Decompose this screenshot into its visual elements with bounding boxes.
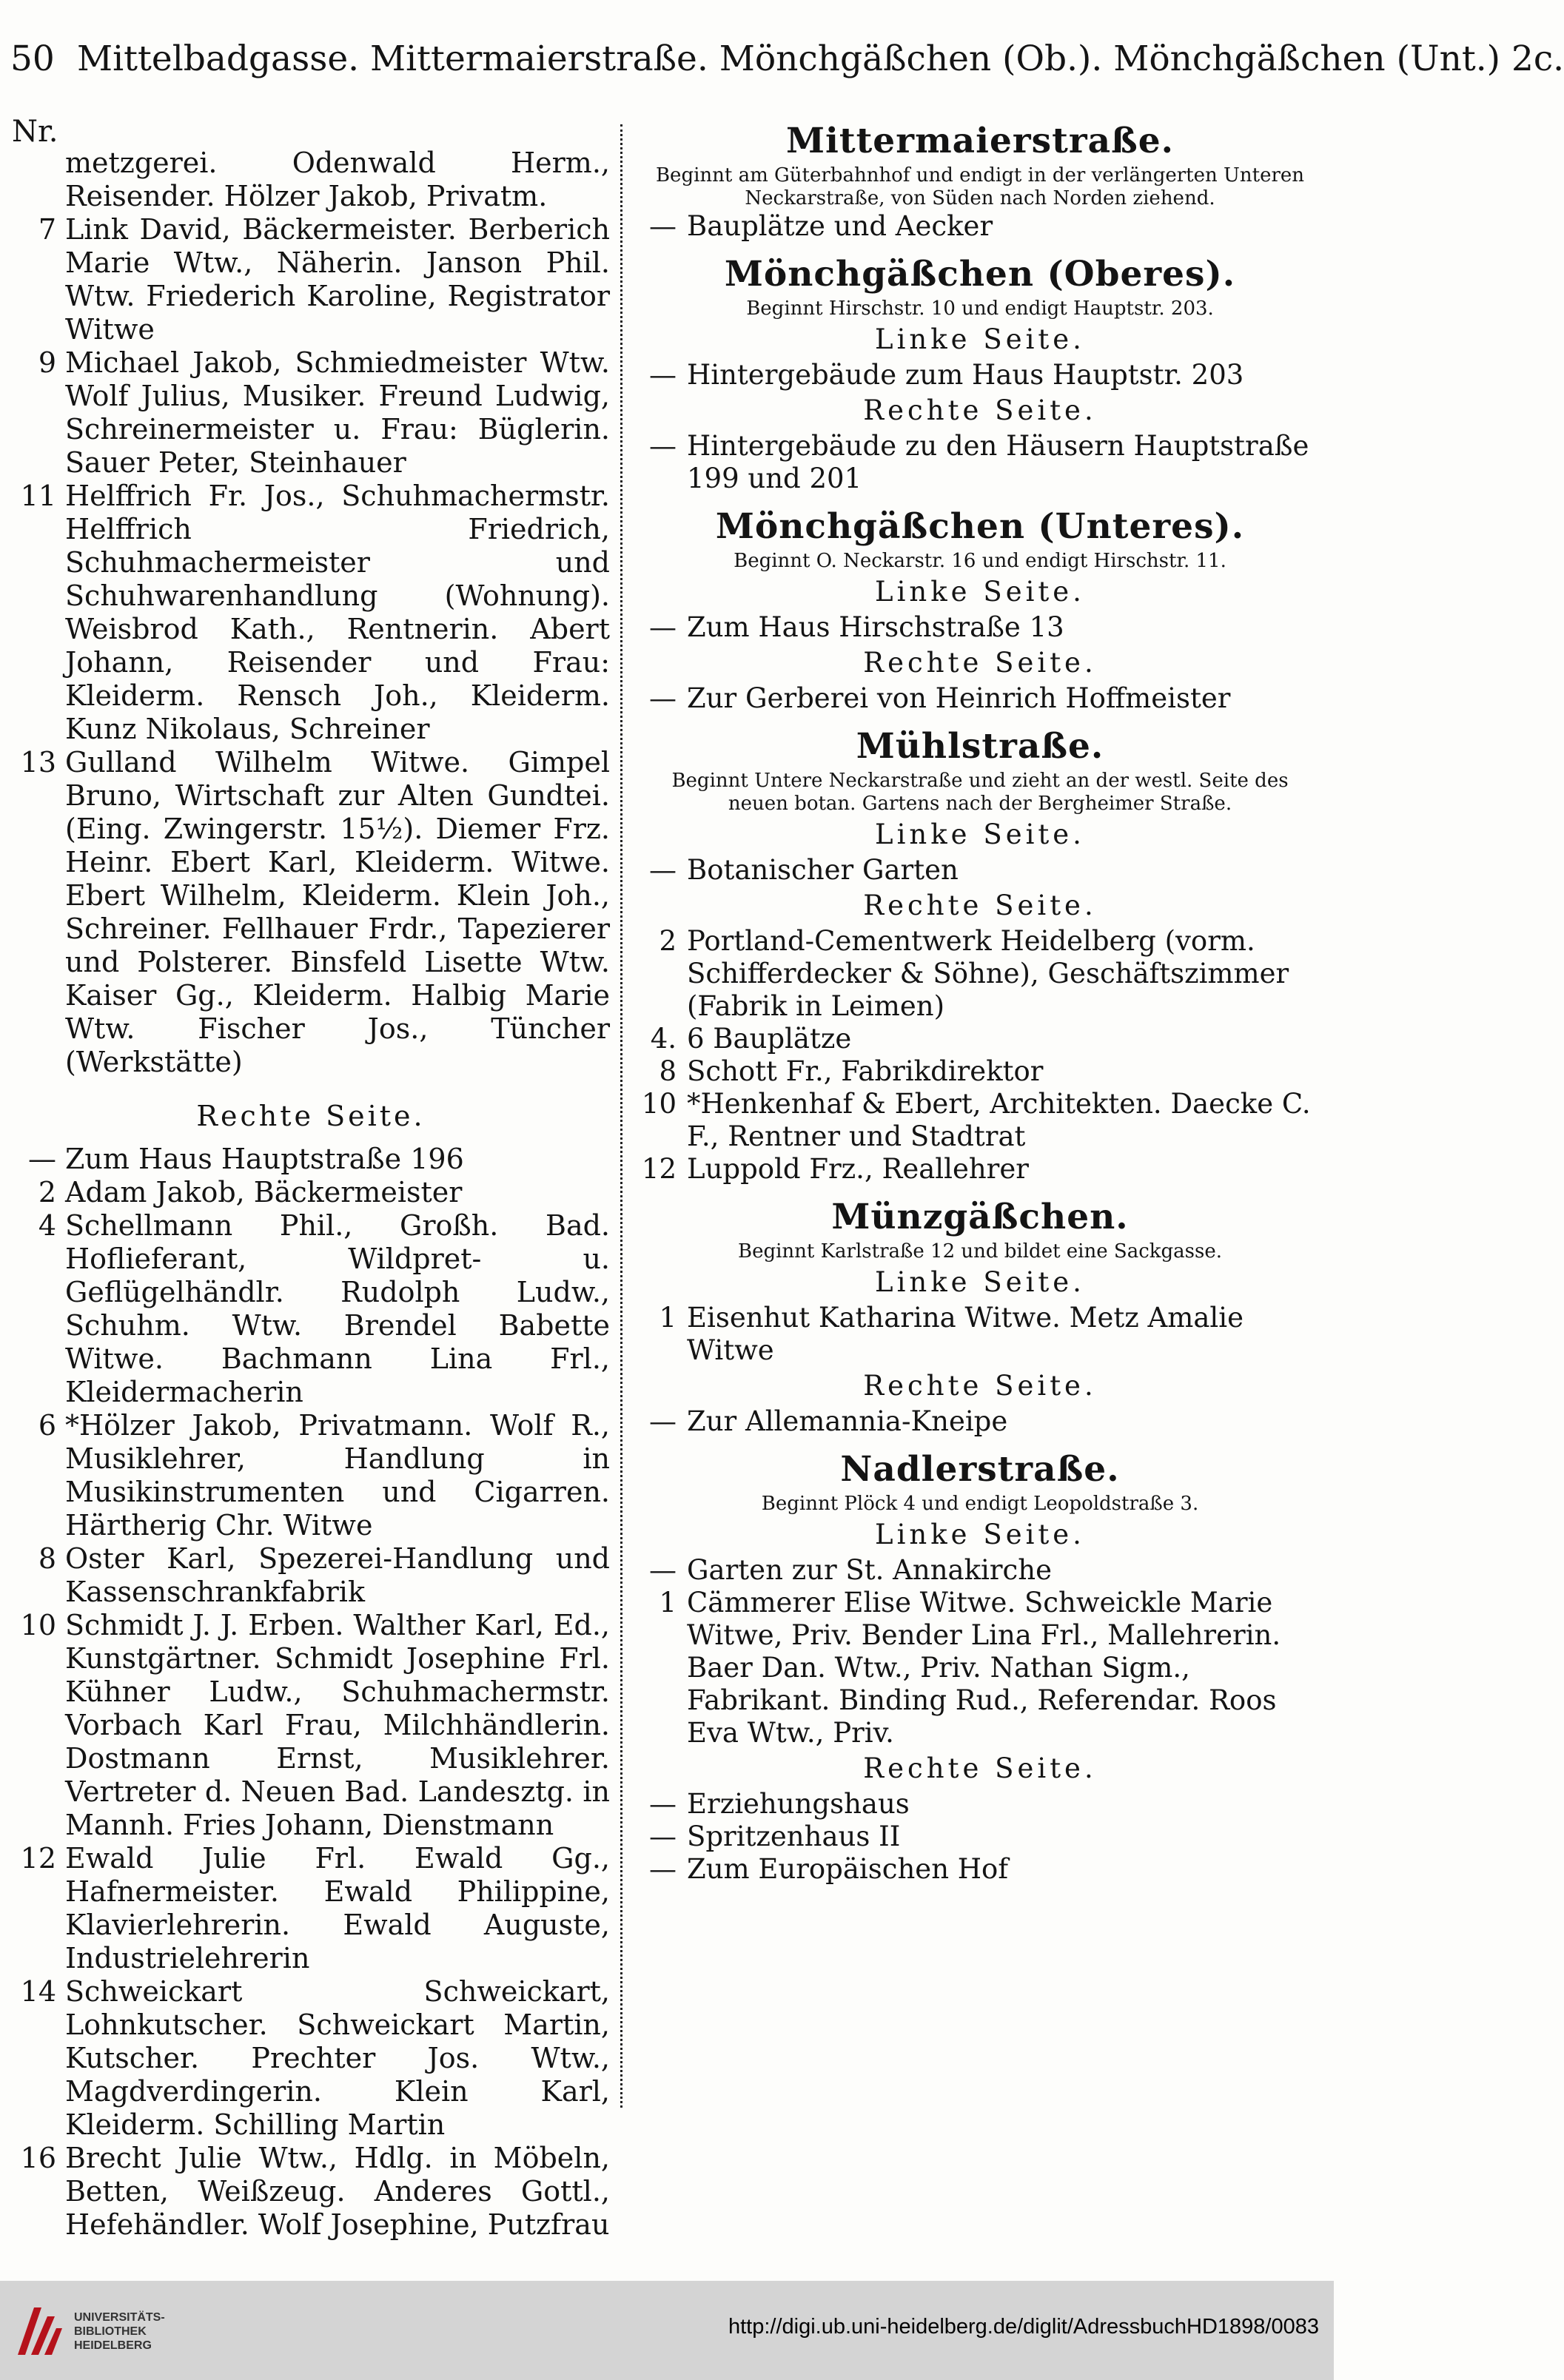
library-name-line: HEIDELBERG (74, 2339, 152, 2352)
entry-text: Hintergebäude zu den Häusern Hauptstraße 199 und 201 (687, 430, 1309, 494)
library-name-line: UNIVERSITÄTS- (74, 2311, 165, 2324)
entry-text: Helffrich Fr. Jos., Schuhmachermstr. Helffrich Friedrich, Schuhmachermeister und Schuhwarenhandlung (Wohnung). Weisbrod Kath., Rentnerin. Abert Johann, Reisender und Frau: Kleiderm. Rensch Joh., Kleiderm. Kunz Nikolaus, Schreiner (65, 480, 610, 745)
side-heading: Linke Seite. (875, 576, 1085, 608)
entry-text: Zum Haus Hauptstraße 196 (65, 1143, 464, 1175)
address-entry (12, 1975, 610, 2142)
entry-number: — (649, 1821, 677, 1852)
entry-text: Schmidt J. J. Erben. Walther Karl, Ed., Kunstgärtner. Schmidt Josephine Frl. Kühner Ludw., Schuhmachermstr. Vorbach Karl Frau, Milchhändlerin. Dostmann Ernst, Musiklehrer. Vertreter d. Neuen Bad. Landesztg. in Mannh. Fries Johann, Dienstmann (65, 1609, 610, 1841)
entry-number: 4 (38, 1209, 56, 1242)
running-title: Mittelbadgasse. Mittermaierstraße. Mönchgäßchen (Ob.). Mönchgäßchen (Unt.) 2c. (77, 38, 1564, 79)
entry-number: 2 (659, 925, 677, 957)
left-entries-right-side (12, 1143, 610, 2242)
address-entry (12, 213, 610, 346)
street-heading: Mönchgäßchen (Unteres). (715, 506, 1245, 547)
entry-number: — (649, 1788, 677, 1820)
address-entry (635, 210, 1325, 243)
entry-number: 9 (38, 346, 56, 379)
nr-label: Nr. (12, 115, 58, 149)
source-url-link[interactable]: http://digi.ub.uni-heidelberg.de/diglit/AdressbuchHD1898/0083 (728, 2315, 1319, 2339)
entry-text: Oster Karl, Spezerei-Handlung und Kassenschrankfabrik (65, 1542, 610, 1608)
entry-text: Eisenhut Katharina Witwe. Metz Amalie Witwe (687, 1302, 1244, 1366)
entry-number: 6 (38, 1409, 56, 1442)
entry-text: Erziehungshaus (687, 1788, 910, 1820)
address-entry (635, 1088, 1325, 1153)
entry-text: Spritzenhaus II (687, 1821, 901, 1852)
street-description: Beginnt am Güterbahnhof und endigt in der verlängerten Unteren Neckarstraße, von Süden nach Norden ziehend. (655, 164, 1305, 209)
left-entries (12, 147, 610, 1079)
entry-number: 2 (38, 1176, 56, 1209)
entry-number: 12 (20, 1842, 56, 1875)
address-entry (635, 1023, 1325, 1055)
entry-text: Hintergebäude zum Haus Hauptstr. 203 (687, 359, 1244, 391)
address-entry (12, 746, 610, 1079)
entry-text: Schellmann Phil., Großh. Bad. Hoflieferant, Wildpret- u. Geflügelhändlr. Rudolph Ludw., Schuhm. Wtw. Brendel Babette Witwe. Bachmann Lina Frl., Kleidermacherin (65, 1209, 610, 1408)
side-heading: Rechte Seite. (863, 890, 1097, 921)
address-entry (635, 1587, 1325, 1749)
entry-number: — (649, 611, 677, 643)
entry-number: — (649, 1554, 677, 1586)
street-heading: Nadlerstraße. (840, 1449, 1120, 1490)
entry-text: Brecht Julie Wtw., Hdlg. in Möbeln, Betten, Weißzeug. Anderes Gottl., Hefehändler. Wolf Josephine, Putzfrau (65, 2142, 610, 2241)
address-entry (12, 1842, 610, 1975)
entry-number: 13 (20, 746, 56, 779)
street-description: Beginnt O. Neckarstr. 16 und endigt Hirschstr. 11. (734, 550, 1226, 572)
street-heading: Mühlstraße. (856, 726, 1104, 767)
side-heading: Rechte Seite. (863, 1752, 1097, 1784)
entry-text: Schott Fr., Fabrikdirektor (687, 1055, 1044, 1087)
address-entry (635, 611, 1325, 644)
address-entry (635, 1055, 1325, 1088)
entry-number: — (649, 1853, 677, 1885)
entry-number: 10 (20, 1609, 56, 1641)
entry-text: Zum Europäischen Hof (687, 1853, 1009, 1885)
address-entry (635, 359, 1325, 391)
side-heading: Linke Seite. (875, 323, 1085, 355)
address-entry (635, 1405, 1325, 1438)
address-entry (635, 1554, 1325, 1587)
side-heading: Linke Seite. (875, 1519, 1085, 1550)
address-entry (12, 1542, 610, 1609)
entry-text: *Hölzer Jakob, Privatmann. Wolf R., Musiklehrer, Handlung in Musikinstrumenten und Cigarren. Härtherig Chr. Witwe (65, 1409, 610, 1542)
entry-text: 6 Bauplätze (687, 1023, 852, 1055)
entry-number: — (649, 210, 677, 242)
entry-number (12, 147, 65, 213)
address-entry (12, 480, 610, 746)
entry-text: *Henkenhaf & Ebert, Architekten. Daecke C. F., Rentner und Stadtrat (687, 1088, 1311, 1152)
entry-text: Zum Haus Hirschstraße 13 (687, 611, 1064, 643)
address-entry (635, 430, 1325, 495)
entry-number: 4. (650, 1023, 677, 1055)
entry-text: Botanischer Garten (687, 854, 959, 886)
entry-number: 10 (641, 1088, 677, 1120)
entry-text: Schweickart Schweickart, Lohnkutscher. Schweickart Martin, Kutscher. Prechter Jos. Wtw., Magdverdingerin. Klein Karl, Kleiderm. Schilling Martin (65, 1975, 610, 2141)
street-heading: Mittermaierstraße. (785, 121, 1175, 161)
side-heading-rechte-seite: Rechte Seite. (196, 1100, 426, 1132)
street-description: Beginnt Plöck 4 und endigt Leopoldstraße 3. (761, 1493, 1199, 1515)
address-entry (12, 2142, 610, 2242)
right-column (635, 118, 1325, 2131)
street-description: Beginnt Karlstraße 12 und bildet eine Sackgasse. (737, 1240, 1223, 1263)
column-divider (620, 124, 622, 2108)
address-entry (12, 1609, 610, 1842)
address-entry (12, 1409, 610, 1542)
street-heading: Mönchgäßchen (Oberes). (724, 254, 1236, 295)
entry-number: 16 (20, 2142, 56, 2174)
entry-number: — (649, 359, 677, 391)
street-description: Beginnt Untere Neckarstraße und zieht an der westl. Seite des neuen botan. Gartens nach der Bergheimer Straße. (671, 770, 1289, 815)
street-heading: Münzgäßchen. (831, 1197, 1129, 1237)
entry-text: Cämmerer Elise Witwe. Schweickle Marie Witwe, Priv. Bender Lina Frl., Mallehrerin. Baer Dan. Wtw., Priv. Nathan Sigm., Fabrikant. Binding Rud., Referendar. Roos Eva Wtw., Priv. (687, 1587, 1281, 1749)
address-entry (12, 147, 610, 213)
entry-text: metzgerei. Odenwald Herm., Reisender. Hölzer Jakob, Privatm. (65, 147, 610, 212)
address-entry (635, 682, 1325, 715)
address-entry (12, 346, 610, 480)
entry-text: Link David, Bäckermeister. Berberich Marie Wtw., Näherin. Janson Phil. Wtw. Friederich Karoline, Registrator Witwe (65, 213, 610, 346)
address-entry (635, 1302, 1325, 1367)
address-entry (635, 1853, 1325, 1886)
address-entry (635, 1821, 1325, 1853)
side-heading: Rechte Seite. (863, 647, 1097, 679)
left-column (12, 115, 610, 2241)
entry-text: Zur Allemannia-Kneipe (687, 1405, 1008, 1437)
entry-number: 12 (641, 1153, 677, 1185)
entry-text: Luppold Frz., Reallehrer (687, 1153, 1029, 1185)
university-library-logo-icon (12, 2302, 64, 2361)
address-entry (635, 1788, 1325, 1821)
street-description: Beginnt Hirschstr. 10 und endigt Hauptstr. 203. (746, 298, 1214, 320)
address-entry (635, 925, 1325, 1023)
entry-number: — (649, 682, 677, 714)
entry-number: — (649, 1405, 677, 1437)
address-entry (635, 1153, 1325, 1186)
address-entry (12, 1176, 610, 1209)
entry-number: 7 (38, 213, 56, 246)
address-entry (12, 1209, 610, 1409)
side-heading: Rechte Seite. (863, 1370, 1097, 1402)
entry-number: 8 (38, 1542, 56, 1575)
library-footer (0, 2281, 1334, 2380)
side-heading: Linke Seite. (875, 818, 1085, 850)
street-sections (635, 118, 1325, 1886)
entry-number: — (649, 430, 677, 462)
entry-number: — (649, 854, 677, 886)
entry-text: Michael Jakob, Schmiedmeister Wtw. Wolf Julius, Musiker. Freund Ludwig, Schreinermeister u. Frau: Büglerin. Sauer Peter, Steinhauer (65, 346, 610, 479)
entry-number: 11 (20, 480, 56, 512)
page-header (10, 30, 1564, 89)
entry-number: 1 (659, 1302, 677, 1334)
entry-text: Bauplätze und Aecker (687, 210, 993, 242)
entry-text: Zur Gerberei von Heinrich Hoffmeister (687, 682, 1231, 714)
entry-text: Portland-Cementwerk Heidelberg (vorm. Schifferdecker & Söhne), Geschäftszimmer (Fabrik in Leimen) (687, 925, 1289, 1022)
library-name-line: BIBLIOTHEK (74, 2325, 147, 2338)
entry-number: — (28, 1143, 56, 1175)
page-number: 50 (10, 38, 55, 79)
entry-text: Adam Jakob, Bäckermeister (65, 1176, 463, 1209)
entry-text: Gulland Wilhelm Witwe. Gimpel Bruno, Wirtschaft zur Alten Gundtei. (Eing. Zwingerstr. 15½). Diemer Frz. Heinr. Ebert Karl, Kleiderm. Witwe. Ebert Wilhelm, Kleiderm. Klein Joh., Schreiner. Fellhauer Frdr., Tapezierer und Polsterer. Binsfeld Lisette Wtw. Kaiser Gg., Kleiderm. Halbig Marie Wtw. Fischer Jos., Tüncher (Werkstätte) (65, 746, 610, 1078)
entry-text: Garten zur St. Annakirche (687, 1554, 1052, 1586)
entry-number: 14 (20, 1975, 56, 2008)
side-heading: Rechte Seite. (863, 394, 1097, 426)
entry-text: Ewald Julie Frl. Ewald Gg., Hafnermeister. Ewald Philippine, Klavierlehrerin. Ewald Auguste, Industrielehrerin (65, 1842, 610, 1974)
address-entry (12, 1143, 610, 1176)
address-entry (635, 854, 1325, 887)
entry-number: 8 (659, 1055, 677, 1087)
entry-number: 1 (659, 1587, 677, 1618)
side-heading: Linke Seite. (875, 1266, 1085, 1298)
library-name (74, 2310, 165, 2353)
